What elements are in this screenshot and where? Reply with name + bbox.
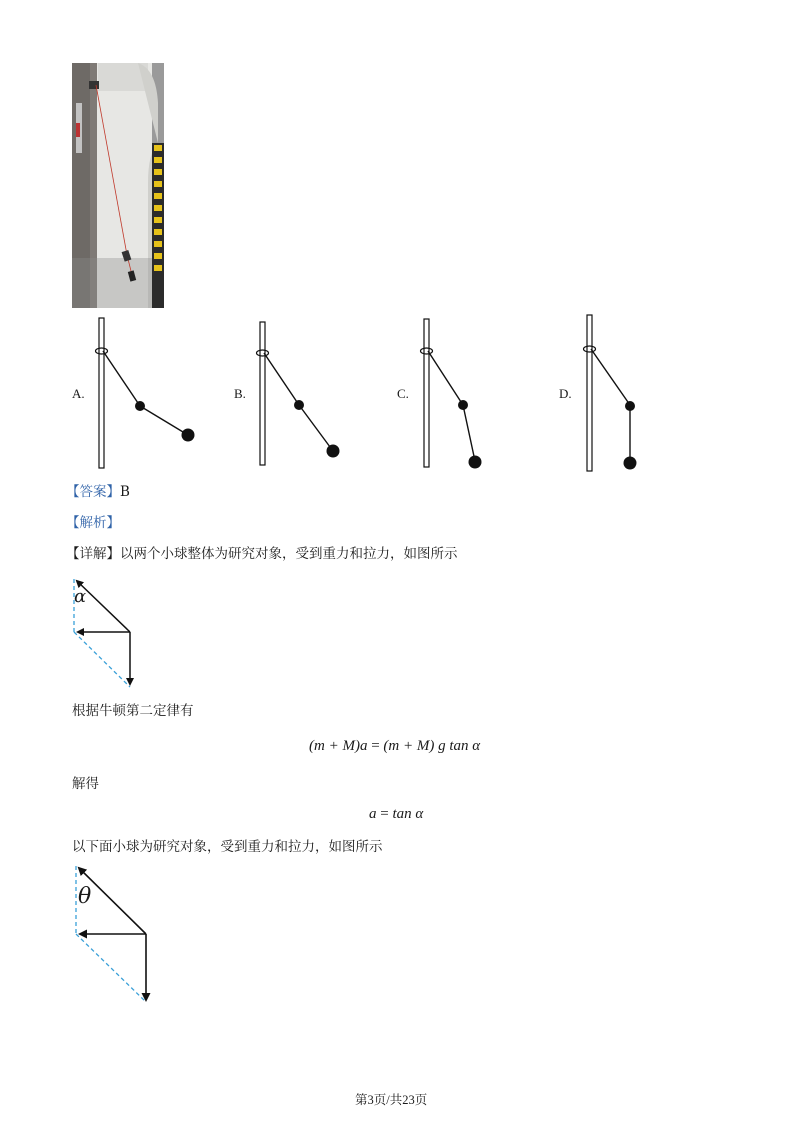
analysis-tag: 【解析】 xyxy=(66,515,120,531)
detail-text: 以两个小球整体为研究对象，受到重力和拉力，如图所示 xyxy=(120,546,458,562)
option-d-label[interactable]: D. xyxy=(559,386,572,401)
newton-law-text: 根据牛顿第二定律有 xyxy=(72,703,194,719)
answer-value: B xyxy=(120,484,130,500)
eq1-equals: = xyxy=(367,738,384,754)
option-c-label[interactable]: C. xyxy=(397,386,409,401)
answer-tag: 【答案】 xyxy=(66,484,120,500)
eq2-equals: = xyxy=(376,806,393,822)
option-b-label[interactable]: B. xyxy=(234,386,246,401)
option-c-diagram[interactable] xyxy=(421,319,482,469)
option-d-diagram[interactable] xyxy=(584,315,637,471)
pendulum-photo xyxy=(72,63,164,308)
lower-ball-text: 以下面小球为研究对象，受到重力和拉力，如图所示 xyxy=(72,839,383,855)
angle-alpha-label: α xyxy=(74,586,87,607)
answer-line xyxy=(66,483,130,501)
equation-1 xyxy=(309,738,480,755)
eq2-rhs: tan α xyxy=(392,806,424,822)
page-footer: 第3页/共23页 xyxy=(355,1093,428,1107)
angle-theta-label: θ xyxy=(78,884,92,909)
detail-line xyxy=(66,545,458,563)
solve-text: 解得 xyxy=(72,776,99,792)
force-diagram-theta xyxy=(64,860,164,1010)
detail-tag: 【详解】 xyxy=(66,546,120,562)
option-a-diagram[interactable] xyxy=(96,318,195,468)
eq2-lhs: a xyxy=(369,806,377,822)
option-b-diagram[interactable] xyxy=(257,322,340,465)
eq1-lhs: (m + M)a xyxy=(309,738,368,754)
train-interior-image xyxy=(72,63,164,308)
eq1-rhs: (m + M) g tan α xyxy=(383,738,481,754)
option-a-label[interactable]: A. xyxy=(72,386,85,401)
equation-2 xyxy=(369,806,423,823)
